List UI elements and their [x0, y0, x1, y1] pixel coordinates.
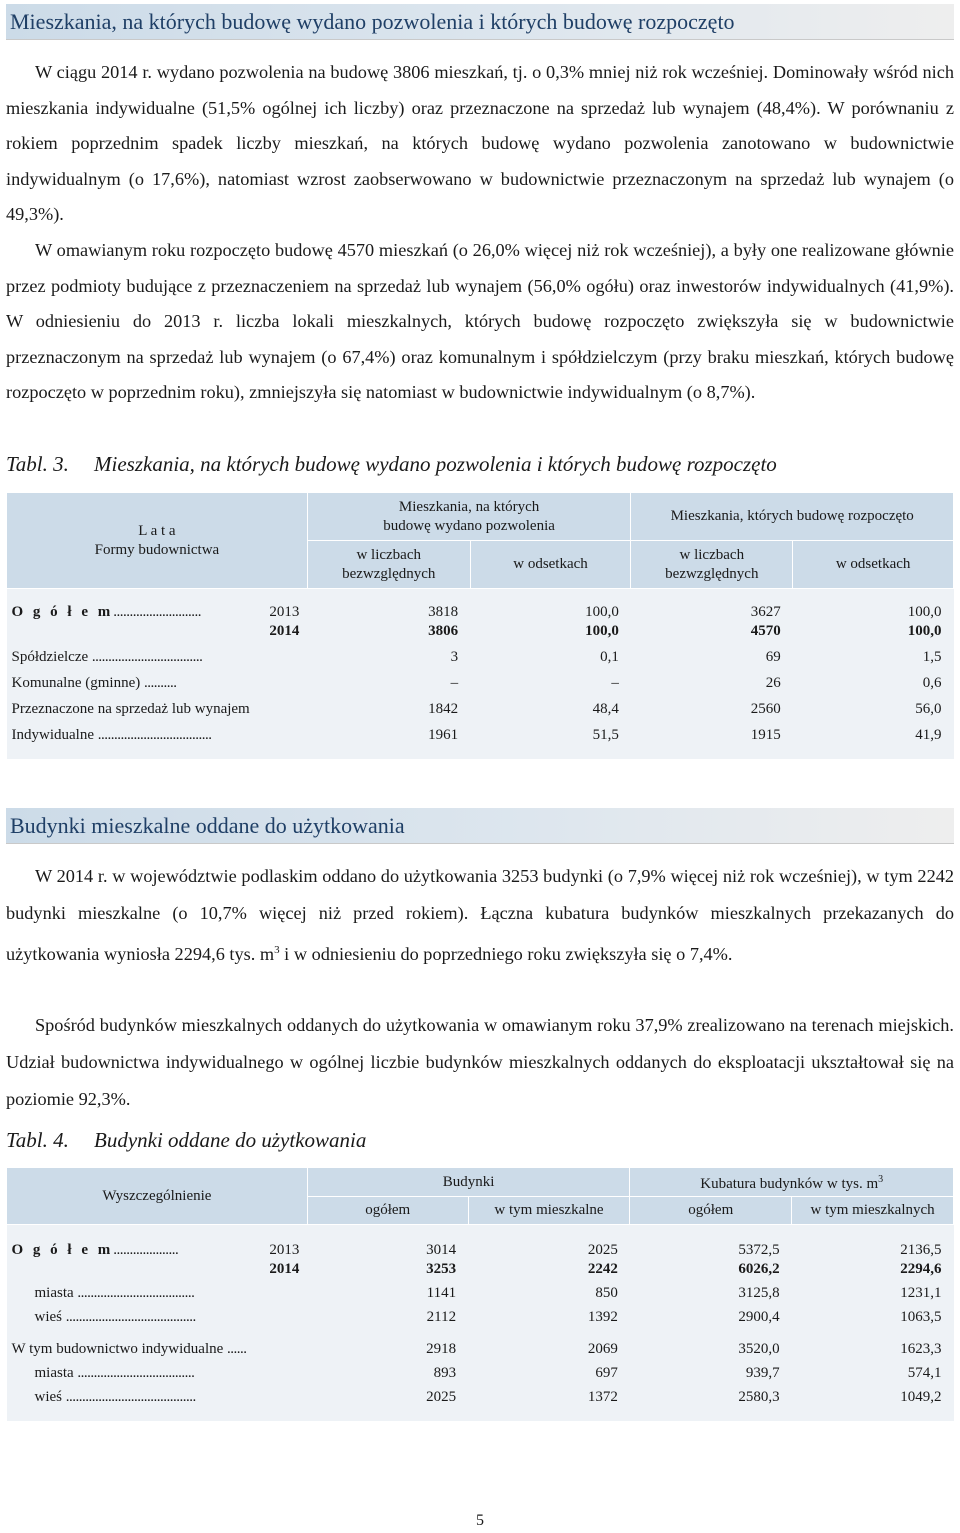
table-row: 2014 3253 2242 6026,2 2294,6	[7, 1260, 954, 1279]
paragraph-construction-started: W omawianym roku rozpoczęto budowę 4570 mieszkań (o 26,0% więcej niż rok wcześniej), a były one realizowane głównie przez podmioty budujące z przeznaczeniem na sprzedaż lub wynajem (56,0% ogółu) oraz inwestorów indywidualnych (41,9%). W odniesieniu do 2013 r. liczba lokali mieszkalnych, których budowę rozpoczęto zwiększyła się w budownictwie przeznaczonym na sprzedaż lub wynajem (o 67,4%) oraz komunalnym i spółdzielczym (przy braku mieszkań, których budowę rozpoczęto w poprzednim roku), zmniejszyła się natomiast w budownictwie indywidualnym (o 8,7%).	[6, 240, 954, 403]
page-number: 5	[476, 1512, 484, 1529]
table-4-col-resid-1: w tym mieszkalne	[468, 1197, 630, 1225]
table-3-caption	[6, 452, 777, 477]
table-row: Przeznaczone na sprzedaż lub wynajem 1842 48,4 2560 56,0	[7, 693, 954, 719]
table-3-title: Mieszkania, na których budowę wydano pozwolenia i których budowę rozpoczęto	[94, 452, 777, 476]
table-4	[6, 1167, 954, 1421]
table-row: Spółdzielcze .................................. 3 0,1 69 1,5	[7, 641, 954, 667]
section-heading-buildings: Budynki mieszkalne oddane do użytkowania	[6, 808, 954, 844]
table-4-stub-header: Wyszczególnienie	[7, 1168, 308, 1225]
table-4-col-total-1: ogółem	[307, 1197, 468, 1225]
table-row: miasta .................................... 893 697 939,7 574,1	[7, 1359, 954, 1383]
table-row: Komunalne (gminne) .......... – – 26 0,6	[7, 667, 954, 693]
table-row: O g ó ł e m.................... 2013 3014 2025 5372,5 2136,5	[7, 1241, 954, 1260]
table-row: W tym budownictwo indywidualne ...... 2918 2069 3520,0 1623,3	[7, 1327, 954, 1359]
table-3	[6, 492, 954, 759]
table-3-group-started: Mieszkania, których budowę rozpoczęto	[631, 493, 954, 541]
table-4-col-resid-2: w tym mieszkalnych	[792, 1197, 954, 1225]
paragraph-urban-share: Spośród budynków mieszkalnych oddanych do użytkowania w omawianym roku 37,9% zrealizowano na terenach miejskich. Udział budownictwa indywidualnego w ogólnej liczbie budynków mieszkalnych oddanych do eksploatacji ukształtował się na poziomie 92,3%.	[6, 1015, 954, 1109]
table-row: 2014 3806 100,0 4570 100,0	[7, 622, 954, 641]
table-row: Indywidualne ................................... 1961 51,5 1915 41,9	[7, 719, 954, 745]
table-row: miasta .................................... 1141 850 3125,8 1231,1	[7, 1279, 954, 1303]
table-3-col-pct-1: w odsetkach	[470, 541, 631, 589]
table-4-title: Budynki oddane do użytkowania	[94, 1128, 367, 1152]
table-row: wieś ........................................ 2112 1392 2900,4 1063,5	[7, 1303, 954, 1327]
paragraph-buildings-completed: W 2014 r. w województwie podlaskim oddano do użytkowania 3253 budynki (o 7,9% więcej niż rok wcześniej), w tym 2242 budynki mieszkalne (o 10,7% więcej niż przed rokiem). Łączna kubatura budynków mieszkalnych przekazanych do użytkowania wyniosła 2294,6 tys. $m^3$ i w odniesieniu do poprzedniego roku zwiększyła się o 7,4%.	[6, 866, 954, 965]
table-row: wieś ........................................ 2025 1372 2580,3 1049,2	[7, 1383, 954, 1407]
table-4-group-buildings: Budynki	[307, 1168, 630, 1197]
section-heading-dwellings: Mieszkania, na których budowę wydano pozwolenia i których budowę rozpoczęto	[6, 4, 954, 40]
table-4-col-total-2: ogółem	[630, 1197, 792, 1225]
table-3-number: Tabl. 3.	[6, 452, 69, 476]
paragraph-permits: W ciągu 2014 r. wydano pozwolenia na budowę 3806 mieszkań, tj. o 0,3% mniej niż rok wcześniej. Dominowały wśród nich mieszkania indywidualne (51,5% ogólnej ich liczby) oraz przeznaczone na sprzedaż lub wynajem (48,4%). W porównaniu z rokiem poprzednim spadek liczby mieszkań, na których budowę wydano pozwolenia zanotowano w budownictwie indywidualnym (o 17,6%), natomiast wzrost zaobserwowano w budownictwie przeznaczonym na sprzedaż lub wynajem (o 49,3%).	[6, 62, 954, 225]
table-3-stub-header: L a t a Formy budownictwa	[7, 493, 308, 589]
table-4-number: Tabl. 4.	[6, 1128, 69, 1152]
table-3-col-pct-2: w odsetkach	[793, 541, 954, 589]
table-4-caption	[6, 1128, 366, 1153]
table-4-group-volume: Kubatura budynków w tys. $m^3$	[630, 1168, 954, 1197]
table-3-col-abs-2: w liczbach bezwzględnych	[631, 541, 793, 589]
table-row: O g ó ł e m........................... 2013 3818 100,0 3627 100,0	[7, 603, 954, 622]
table-3-group-permits: Mieszkania, na których budowę wydano pozwolenia	[307, 493, 631, 541]
table-3-col-abs-1: w liczbach bezwzględnych	[307, 541, 470, 589]
